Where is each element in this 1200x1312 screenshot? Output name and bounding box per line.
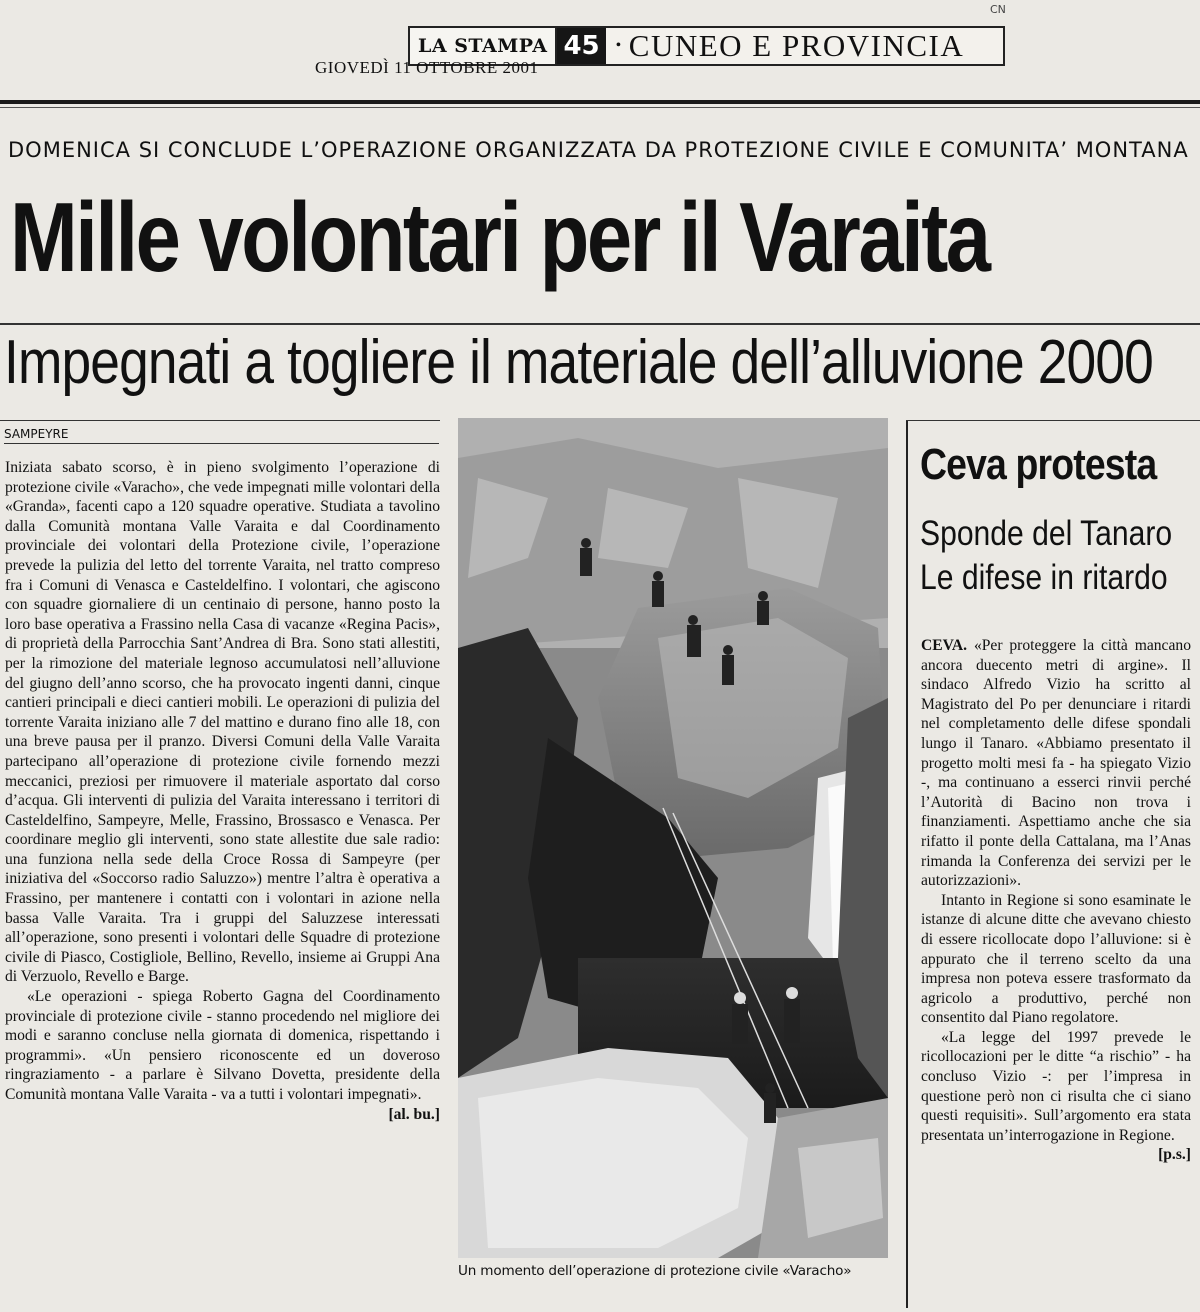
article-dateline: SAMPEYRE [4, 427, 69, 441]
sidebar-paragraph: Intanto in Regione si sono esaminate le istanze di alcune ditte che avevano chiesto di essere ricollocate dopo l’alluvione: si è appurato che il terreno scelto da una impresa non poteva essere trasformato da agricolo a produttivo, perché non consentito dal Piano regolatore. [921, 891, 1191, 1027]
sidebar-paragraph-text: «La legge del 1997 prevede le ricollocazioni per le ditte “a rischio” - ha concluso Vizio -: per l’impresa in questione però non ci risulta che ci siano questi requisiti». Sull’argomento era stata presentata un’interrogazione in Regione. [921, 1028, 1191, 1144]
divider [0, 420, 440, 421]
sidebar-paragraph-text: «Per proteggere la città mancano ancora duecento metri di argine». Il sindaco Alfredo Vizio ha scritto al Magistrato del Po per denunciare i ritardi nel completamento delle difese spondali lungo il Tanaro. «Abbiamo presentato il progetto molti mesi fa - ha spiegato Vizio -, ma continuano a esserci rinvii perché l’Autorità di Bacino non trova i finanziamenti. Aspettiamo anche che sia rifatto il ponte della Cattalana, ma l’Anas rimanda la Conferenza dei servizi per le autorizzazioni». [921, 637, 1191, 890]
newspaper-name: LA STAMPA [410, 28, 557, 64]
article-kicker: DOMENICA SI CONCLUDE L’OPERAZIONE ORGANIZZATA DA PROTEZIONE CIVILE E COMUNITA’ MONTANA [8, 138, 1189, 162]
sidebar-body [921, 636, 1191, 1306]
divider [906, 420, 1200, 421]
article-paragraph: Iniziata sabato scorso, è in pieno svolgimento l’operazione di protezione civile «Varacho», che vede impegnati mille volontari della «Granda», facenti capo a 120 squadre operative. Studiata a tavolino dalla Comunità montana Valle Varaita e dal Coordinamento provinciale dei volontari della Protezione civile, l’operazione prevede la pulizia del letto del torrente Varaita, nel tratto compreso fra i Comuni di Venasca e Casteldelfino. I volontari, che agiscono con squadre giornaliere di un centinaio di persone, hanno posto la loro base operativa a Frassino nella Casa di vacanze «Regina Pacis», di proprietà della Parrocchia Sant’Andrea di Bra. Sono stati allestiti, per la rimozione del materiale legnoso accumulatosi nell’alluvione del giugno dell’anno scorso, che ha provocato ingenti danni, cinque cantieri principali e dieci cantieri mobili. Le operazioni di pulizia del torrente Varaita iniziano alle 7 del mattino e durano fino alle 18, con una breve pausa per il pranzo. Diversi Comuni della Valle Varaita partecipano all’operazione di protezione civile fornendo mezzi meccanici, preziosi per rimuovere il materiale asportato dal corso d’acqua. Gli interventi di pulizia del Varaita interessano i territori di Casteldelfino, Sampeyre, Melle, Frassino, Brossasco e Venasca. Per coordinare meglio gli interventi, sono state allestite due sale radio: una funziona nella sede della Croce Rossa di Sampeyre (per iniziativa del «Soccorso radio Saluzzo») mentre l’altra è operativa a Frassino, per mantenere i contatti con i volontari in azione nella bassa Valle Varaita. Tra i gruppi del Saluzzese interessati all’operazione, sono presenti i volontari delle Squadre di protezione civile di Piasco, Costigliole, Bellino, Revello, insieme ai Gruppi Ana di Verzuolo, Revello e Barge. [5, 459, 440, 986]
section-title [606, 28, 975, 64]
photo-caption: Un momento dell’operazione di protezione civile «Varacho» [458, 1263, 852, 1279]
article-headline: Mille volontari per il Varaita [10, 182, 989, 292]
divider [0, 107, 1200, 108]
sidebar-paragraph [921, 636, 1191, 891]
article-subheadline: Impegnati a togliere il materiale dell’alluvione 2000 [4, 328, 1153, 397]
issue-date: GIOVEDÌ 11 OTTOBRE 2001 [315, 58, 539, 77]
sidebar-dateline: CEVA. [921, 637, 968, 654]
edition-mark: CN [990, 3, 1006, 16]
sidebar-signature: [p.s.] [1158, 1146, 1191, 1164]
page-number: 45 [557, 28, 605, 64]
section-label: CUNEO E PROVINCIA [628, 28, 965, 63]
sidebar-paragraph [921, 1028, 1191, 1164]
divider [0, 100, 1200, 104]
photo-waterfall-rescue [458, 418, 888, 1258]
sidebar-subtitle [920, 512, 1178, 600]
article-body [5, 458, 440, 1303]
article-paragraph [5, 987, 440, 1123]
article-photo [458, 418, 888, 1258]
sidebar-divider [906, 420, 908, 1308]
sidebar-subtitle-line: Le difese in ritardo [920, 558, 1168, 597]
sidebar-subtitle-line: Sponde del Tanaro [920, 514, 1173, 553]
sidebar-title: Ceva protesta [920, 440, 1157, 489]
bullet-icon: • [615, 37, 623, 54]
divider [4, 443, 439, 444]
divider [0, 323, 1200, 325]
article-paragraph-text: «Le operazioni - spiega Roberto Gagna del Coordinamento provinciale di protezione civile - stanno procedendo nel migliore dei modi e saranno concluse nella giornata di domenica, rispettando i programmi». «Un pensiero riconoscente ed un doveroso ringraziamento - a parlare è Silvano Dovetta, presidente della Comunità montana Valle Varaita - va a tutti i volontari impegnati». [5, 988, 440, 1103]
article-signature: [al. bu.] [388, 1105, 440, 1123]
